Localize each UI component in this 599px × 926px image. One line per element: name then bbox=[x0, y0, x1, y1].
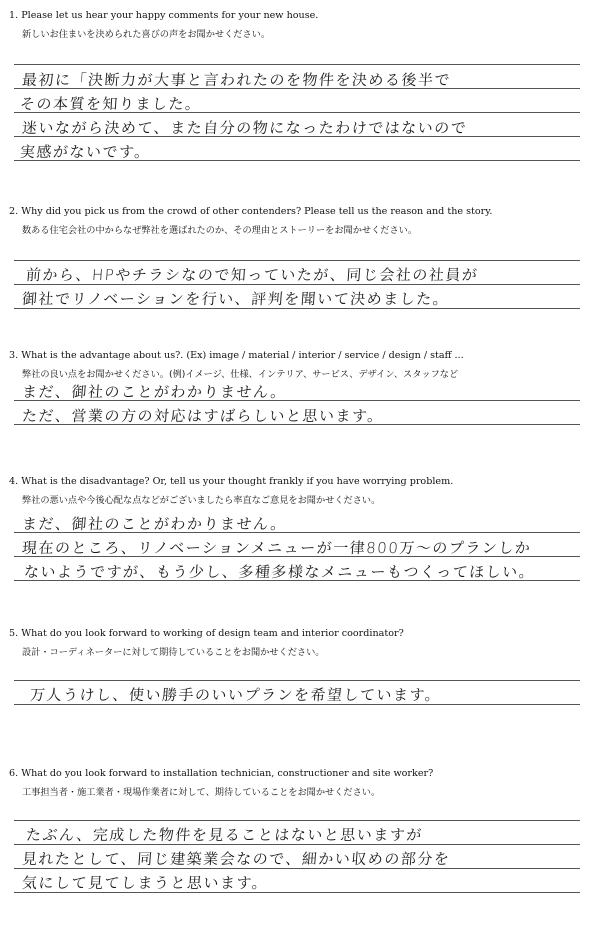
answer-line bbox=[14, 424, 580, 425]
answer-2-line-1: 前から、HPやチラシなので知っていたが、同じ会社の社員が bbox=[25, 266, 479, 284]
answer-2-line-2: 御社でリノベーションを行い、評判を聞いて決めました。 bbox=[21, 290, 450, 308]
answer-3-line-1: まだ、御社のことがわかりません。 bbox=[21, 383, 288, 401]
answer-1-line-2: その本質を知りました。 bbox=[19, 95, 203, 113]
answer-line bbox=[14, 88, 580, 89]
question-3-english: 3. What is the advantage about us?. (Ex) image / material / interior / service / design / staff ... bbox=[9, 350, 464, 361]
answer-3-line-2: ただ、営業の方の対応はすばらしいと思います。 bbox=[21, 407, 385, 425]
answer-line bbox=[14, 260, 580, 261]
question-6-english: 6. What do you look forward to installation technician, constructioner and site worker? bbox=[9, 768, 434, 779]
answer-5-line-1: 万人うけし、使い勝手のいいプランを希望しています。 bbox=[29, 686, 442, 704]
answer-1-line-4: 実感がないです。 bbox=[19, 143, 152, 161]
answer-line bbox=[14, 556, 580, 557]
answer-line bbox=[14, 892, 580, 893]
answer-line bbox=[14, 680, 580, 681]
question-6-japanese: 工事担当者・施工業者・現場作業者に対して、期待していることをお聞かせください。 bbox=[22, 787, 381, 798]
answer-line bbox=[14, 580, 580, 581]
answer-4-line-2: 現在のところ、リノベーションメニューが一律800万〜のプランしか bbox=[21, 539, 532, 557]
answer-6-line-2: 見れたとして、同じ建築業会なので、細かい収めの部分を bbox=[21, 850, 452, 868]
answer-1-line-1: 最初に「決断力が大事と言われたのを物件を決める後半で bbox=[21, 71, 452, 89]
answer-line bbox=[14, 400, 580, 401]
answer-line bbox=[14, 284, 580, 285]
answer-line bbox=[14, 820, 580, 821]
answer-4-line-3: ないようですが、もう少し、多種多様なメニューもつくってほしい。 bbox=[23, 563, 536, 581]
question-4-english: 4. What is the disadvantage? Or, tell us your thought frankly if you have worrying problem. bbox=[9, 476, 454, 487]
question-5-japanese: 設計・コーディネーターに対して期待していることをお聞かせください。 bbox=[22, 647, 325, 658]
answer-6-line-3: 気にして見てしまうと思います。 bbox=[21, 874, 269, 892]
answer-4-line-1: まだ、御社のことがわかりません。 bbox=[21, 515, 288, 533]
answer-line bbox=[14, 308, 580, 309]
question-1-english: 1. Please let us hear your happy comments for your new house. bbox=[9, 10, 319, 21]
answer-1-line-3: 迷いながら決めて、また自分の物になったわけではないので bbox=[21, 119, 468, 137]
question-4-japanese: 弊社の悪い点や今後心配な点などがございましたら率直なご意見をお聞かせください。 bbox=[22, 495, 381, 506]
question-5-english: 5. What do you look forward to working of design team and interior coordinator? bbox=[9, 628, 404, 639]
answer-line bbox=[14, 868, 580, 869]
answer-6-line-1: たぶん、完成した物件を見ることはないと思いますが bbox=[25, 826, 424, 844]
answer-line bbox=[14, 704, 580, 705]
answer-line bbox=[14, 160, 580, 161]
answer-line bbox=[14, 136, 580, 137]
answer-line bbox=[14, 844, 580, 845]
question-3-japanese: 弊社の良い点をお聞かせください。(例)イメージ、仕様、インテリア、サービス、デザイン、スタッフなど bbox=[22, 369, 459, 380]
question-2-japanese: 数ある住宅会社の中からなぜ弊社を選ばれたのか、その理由とストーリーをお聞かせください。 bbox=[22, 225, 418, 236]
answer-line bbox=[14, 64, 580, 65]
answer-line bbox=[14, 112, 580, 113]
question-1-japanese: 新しいお住まいを決められた喜びの声をお聞かせください。 bbox=[22, 29, 271, 40]
answer-line bbox=[14, 532, 580, 533]
question-2-english: 2. Why did you pick us from the crowd of other contenders? Please tell us the reason and the story. bbox=[9, 206, 493, 217]
